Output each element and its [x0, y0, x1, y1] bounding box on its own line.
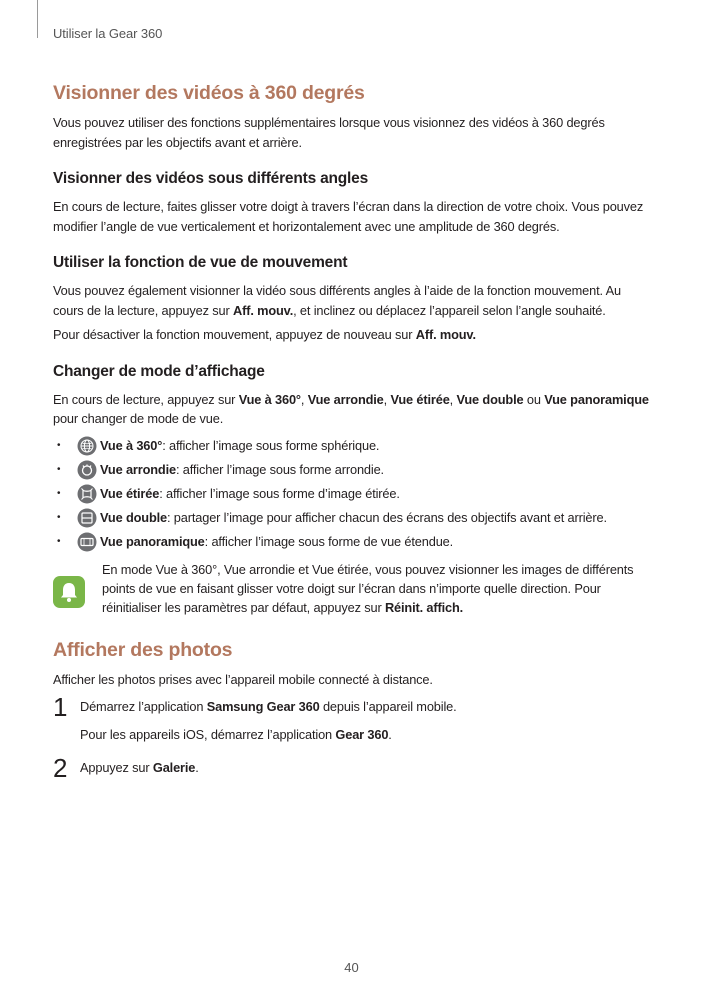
motion-paragraph-1: Vous pouvez également visionner la vidéo sous différents angles à l’aide de la fonction mouvement. Au cours de la lecture, appuyez sur Aff. mouv., et inclinez ou déplacez l’appareil selon l’angle souhaité.: [53, 283, 621, 318]
section-title-photos: Afficher des photos: [53, 638, 233, 661]
motion-paragraph-2: Pour désactiver la fonction mouvement, appuyez de nouveau sur Aff. mouv.: [53, 327, 476, 342]
step-number: 2: [53, 753, 68, 783]
subsection-title-motion: Utiliser la fonction de vue de mouvement: [53, 254, 348, 271]
page-content: [53, 82, 653, 786]
display-mode-paragraph: En cours de lecture, appuyez sur Vue à 360°, Vue arrondie, Vue étirée, Vue double ou Vue panoramique pour changer de mode de vue.: [53, 391, 649, 426]
step-1: [53, 692, 653, 744]
step-2: [53, 753, 653, 783]
note-text: En mode Vue à 360°, Vue arrondie et Vue étirée, vous pouvez visionner les images de différents points de vue en faisant glisser votre doigt sur l’écran dans n’importe quelle direction. Pour réinitialiser les paramètres par défaut, appuyez sur Réinit. affich.: [102, 561, 634, 615]
reset-view-label: Réinit. affich.: [384, 599, 464, 615]
list-item: • Vue panoramique : afficher l’image sous forme de vue étendue.: [53, 530, 653, 554]
step-1-text: Démarrez l’application Samsung Gear 360 depuis l’appareil mobile.: [80, 699, 457, 714]
section-intro-videos: Vous pouvez utiliser des fonctions supplémentaires lorsque vous visionnez des vidéos à 360 degrés enregistrées par les objectifs avant et arrière.: [53, 115, 605, 150]
motion-view-label: Aff. mouv.: [233, 302, 294, 318]
step-number: 1: [53, 692, 68, 722]
note-block: [53, 560, 653, 617]
panorama-view-icon: [77, 532, 97, 552]
page-number: 40: [344, 960, 359, 975]
stretched-view-icon: [77, 484, 97, 504]
subsection-title-angles: Visionner des vidéos sous différents angles: [53, 170, 368, 187]
section-intro-photos: Afficher les photos prises avec l’appareil mobile connecté à distance.: [53, 671, 433, 687]
step-1-ios-text: Pour les appareils iOS, démarrez l’application Gear 360.: [80, 726, 392, 742]
dual-view-icon: [77, 508, 97, 528]
globe-icon: [77, 436, 97, 456]
display-mode-list: [53, 434, 653, 554]
subsection-body-angles: En cours de lecture, faites glisser votre doigt à travers l’écran dans la direction de votre choix. Vous pouvez modifier l’angle de vue verticalement et horizontalement avec une amplitude de 360 degrés.: [53, 199, 644, 234]
section-title-videos: Visionner des vidéos à 360 degrés: [53, 82, 365, 104]
list-item: • Vue étirée : afficher l’image sous forme d’image étirée.: [53, 482, 653, 506]
step-2-text: Appuyez sur Galerie.: [80, 760, 199, 775]
list-item: • Vue à 360° : afficher l’image sous forme sphérique.: [53, 434, 653, 458]
header-rule: [37, 0, 38, 38]
subsection-title-display-mode: Changer de mode d’affichage: [53, 362, 265, 380]
motion-view-label-2: Aff. mouv.: [415, 327, 476, 342]
list-item: • Vue arrondie : afficher l’image sous forme arrondie.: [53, 458, 653, 482]
bell-icon: [53, 576, 85, 608]
list-item: • Vue double : partager l’image pour afficher chacun des écrans des objectifs avant et arrière.: [53, 506, 653, 530]
round-view-icon: [77, 460, 97, 480]
running-title: Utiliser la Gear 360: [53, 26, 163, 41]
